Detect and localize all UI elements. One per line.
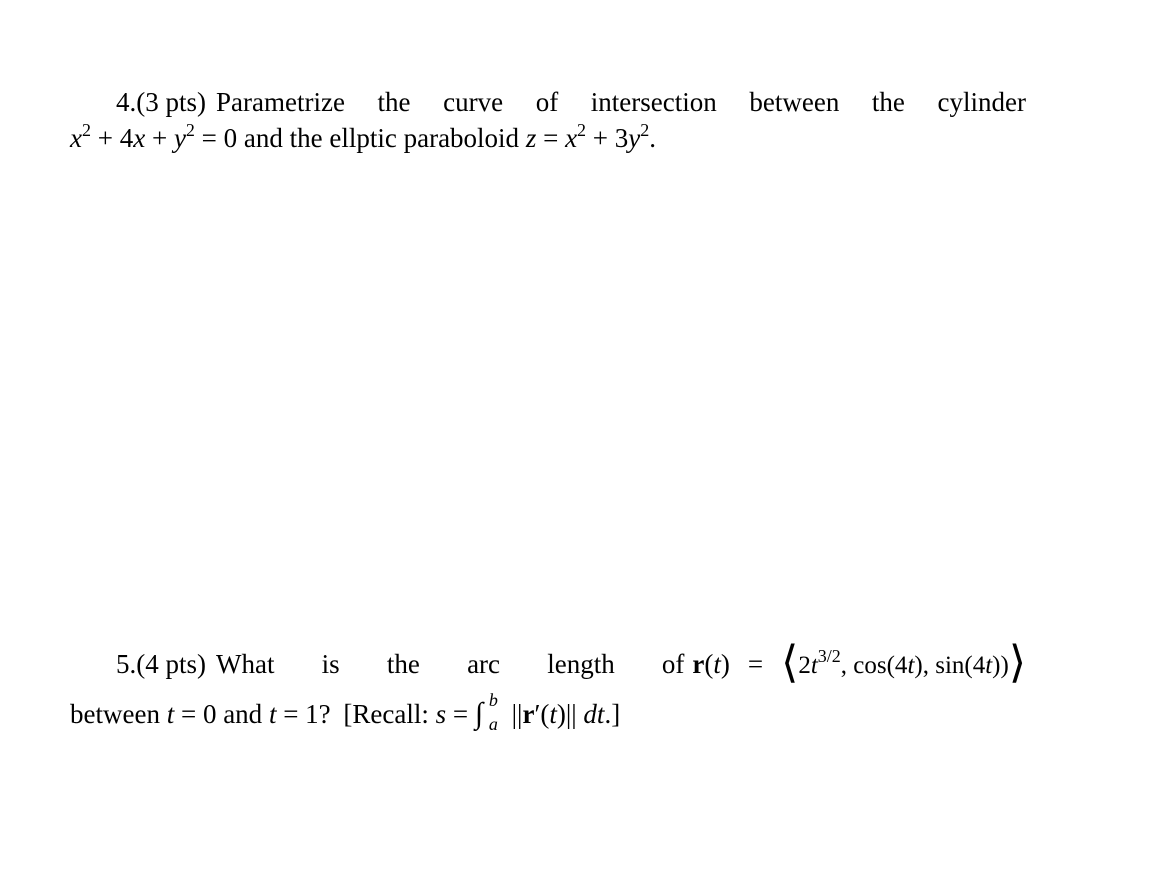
equals-sign: = [747,649,764,679]
t-equals-0: t = 0 [166,699,217,729]
problem-5-and-text: and [223,699,263,729]
cylinder-equation: $x^2 + 4x + y^2 = 0$ [70,120,238,153]
problem-5-points: (4 pts) [136,649,206,679]
problem-5-number: 5. [116,649,137,679]
problem-4-text: Parametrize the curve of intersection between the cylinder [216,87,1026,117]
problem-5-between-text: between [70,699,160,729]
problem-4-line-2 [70,120,1026,156]
r-of-t: r(t) [692,649,730,679]
arc-length-formula: s = ∫ b a ||r′(t)|| dt.] [436,699,621,729]
problem-4-and-text: and the ellptic paraboloid [243,123,520,153]
problem-5 [70,640,1026,738]
problem-5-line-1 [70,640,1026,690]
vector-function: $⟨2t^{3/2}$, cos(4t), sin(4t))⟩ [781,638,1026,687]
problem-5-line-2 [70,690,1026,738]
problem-4-points: (3 pts) [136,87,206,117]
t-equals-1: t = 1? [268,699,331,729]
problem-4-line-1 [70,84,1026,120]
recall-label: [Recall: [343,699,429,729]
problem-4 [70,84,1026,156]
paraboloid-equation: $z = x^2 + 3y^2$. [525,120,657,153]
problem-4-number: 4. [116,87,137,117]
integral-sign: ∫ b a [474,690,498,734]
problem-5-text: What is the arc length of [216,649,685,679]
